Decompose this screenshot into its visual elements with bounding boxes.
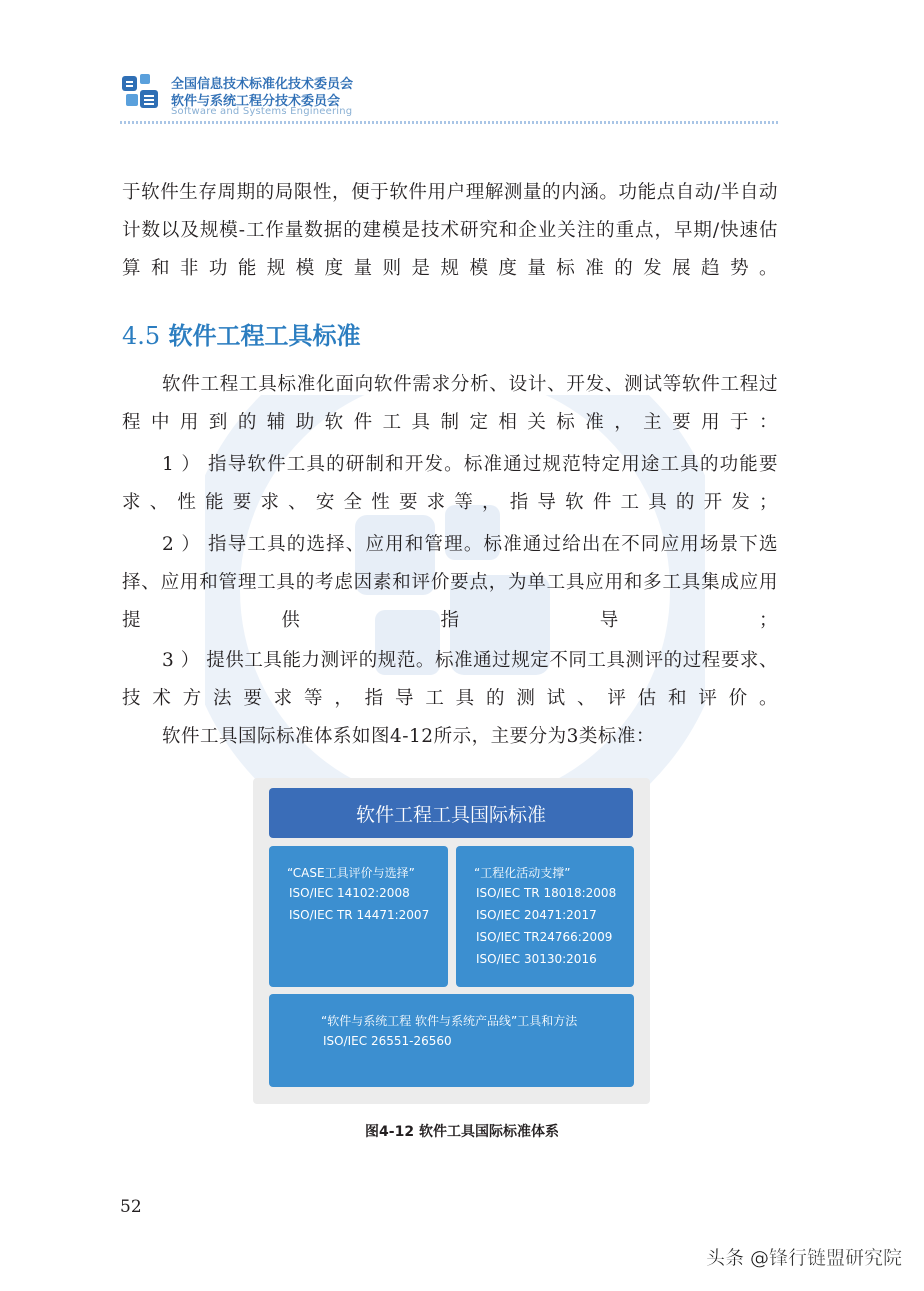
- standards-diagram: [253, 778, 650, 1104]
- header-divider: [120, 121, 778, 124]
- standard-item: ISO/IEC 14102:2008: [289, 886, 410, 900]
- page-number: 52: [120, 1197, 142, 1217]
- org-name-line1: 全国信息技术标准化技术委员会: [171, 77, 354, 92]
- sse-logo-icon: [120, 72, 162, 114]
- list-item-2: 2 ） 指导工具的选择、应用和管理。标准通过给出在不同应用场景下选择、应用和管理工具的考虑因素和评价要点，为单工具应用和多工具集成应用提供指导；: [122, 534, 778, 631]
- list-item-3: 3 ） 提供工具能力测评的规范。标准通过规定不同工具测评的过程要求、技术方法要求等，指导工具的测试、评估和评价。: [122, 650, 778, 709]
- standard-item: ISO/IEC 30130:2016: [476, 952, 597, 966]
- standard-item: ISO/IEC TR24766:2009: [476, 930, 613, 944]
- org-name-english: Software and Systems Engineering: [171, 106, 353, 117]
- engineering-support-title: “工程化活动支撑”: [474, 866, 571, 880]
- section-title: 软件工程工具标准: [168, 322, 361, 350]
- page-header: [120, 68, 778, 120]
- product-line-box: [269, 994, 634, 1087]
- intro-paragraph: 于软件生存周期的局限性，便于软件用户理解测量的内涵。功能点自动/半自动计数以及规模-工作量数据的建模是技术研究和企业关注的重点，早期/快速估算和非功能规模度量则是规模度量标准的发展趋势。: [122, 182, 778, 279]
- standard-item: ISO/IEC TR 14471:2007: [289, 908, 430, 922]
- org-name-line2: 软件与系统工程分技术委员会: [171, 94, 341, 109]
- engineering-support-box: [456, 846, 634, 987]
- standard-item: ISO/IEC 20471:2017: [476, 908, 597, 922]
- paragraph-intro-figure: 软件工具国际标准体系如图4-12所示，主要分为3类标准：: [162, 726, 655, 747]
- case-tools-title: “CASE工具评价与选择”: [287, 866, 415, 880]
- list-item-1: 1 ） 指导软件工具的研制和开发。标准通过规范特定用途工具的功能要求、性能要求、安全性要求等，指导软件工具的开发；: [122, 454, 778, 513]
- section-heading: [122, 316, 361, 351]
- case-tools-box: [269, 846, 448, 987]
- section-number: 4.5: [122, 322, 161, 350]
- paragraph-purpose: 软件工程工具标准化面向软件需求分析、设计、开发、测试等软件工程过程中用到的辅助软件工具制定相关标准，主要用于：: [122, 374, 778, 433]
- standard-item: ISO/IEC 26551-26560: [323, 1034, 452, 1048]
- standard-item: ISO/IEC TR 18018:2008: [476, 886, 617, 900]
- diagram-title: 软件工程工具国际标准: [355, 803, 546, 826]
- figure-caption: 图4-12 软件工具国际标准体系: [365, 1124, 559, 1140]
- source-watermark: 头条 @锋行链盟研究院: [705, 1247, 902, 1269]
- product-line-title: “软件与系统工程 软件与系统产品线”工具和方法: [321, 1014, 578, 1028]
- diagram-title-box: [269, 788, 633, 838]
